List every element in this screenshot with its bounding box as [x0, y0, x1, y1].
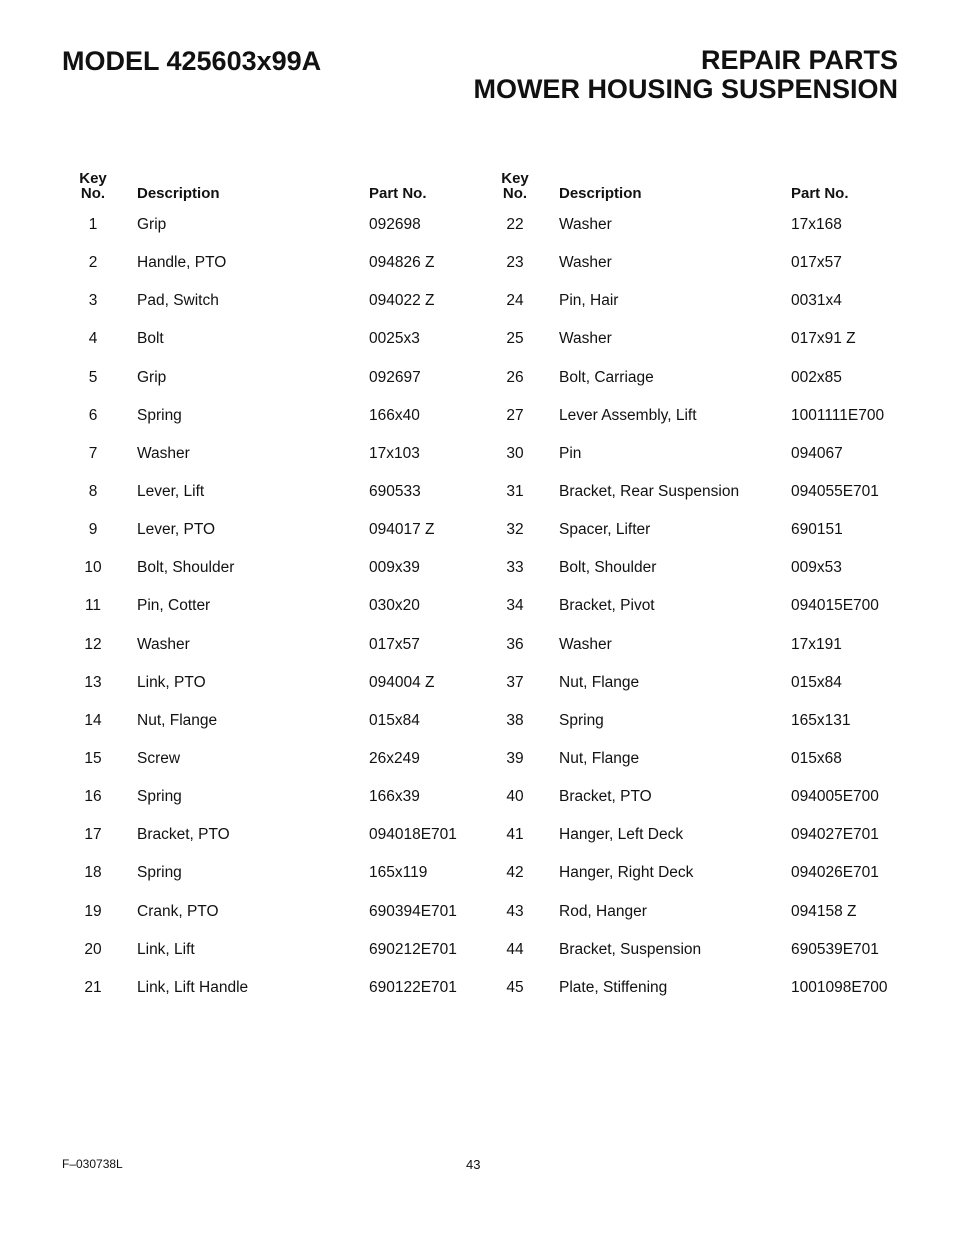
key-no-cell: 8 [88, 482, 98, 500]
key-no-cell: 15 [84, 749, 102, 767]
key-no-cell: 10 [84, 559, 102, 577]
key-no-cell: 19 [84, 902, 102, 920]
part-no-cell: 17x191 [791, 635, 842, 653]
part-no-cell: 690539E701 [791, 940, 879, 958]
part-no-cell: 165x131 [791, 711, 851, 729]
table-row [62, 782, 482, 820]
part-no-cell: 094022 Z [369, 292, 435, 310]
key-no-cell: 26 [506, 368, 524, 386]
key-no-cell: 9 [88, 521, 98, 539]
table-row [484, 820, 904, 858]
description-cell: Washer [137, 444, 190, 462]
part-no-cell: 094005E700 [791, 788, 879, 806]
part-no-header: Part No. [791, 185, 849, 202]
key-no-cell: 1 [88, 216, 98, 233]
description-cell: Lever Assembly, Lift [559, 406, 697, 424]
key-header-line2: No. [502, 185, 528, 202]
key-no-cell: 2 [88, 254, 98, 272]
description-cell: Nut, Flange [559, 749, 640, 767]
table-row [484, 973, 904, 1011]
part-no-cell: 690533 [369, 482, 421, 500]
key-no-cell: 21 [84, 978, 102, 996]
key-header-line1: Key [501, 170, 529, 187]
table-row [62, 668, 482, 706]
table-row [484, 515, 904, 553]
page-number: 43 [466, 1157, 481, 1172]
part-no-cell: 094004 Z [369, 673, 435, 691]
part-no-cell: 092698 [369, 216, 421, 233]
description-cell: Bolt, Shoulder [137, 559, 235, 577]
table-row [62, 744, 482, 782]
parts-list [62, 210, 482, 1011]
key-no-cell: 13 [84, 673, 102, 691]
model-title: MODEL 425603x99A [62, 46, 322, 76]
key-no-cell: 30 [506, 444, 524, 462]
table-row [62, 401, 482, 439]
table-row [62, 820, 482, 858]
part-no-cell: 690212E701 [369, 940, 457, 958]
description-cell: Spring [137, 788, 182, 806]
part-no-cell: 094018E701 [369, 826, 457, 844]
key-no-cell: 43 [506, 902, 524, 920]
description-cell: Spring [137, 864, 182, 882]
part-no-cell: 1001098E700 [791, 978, 888, 996]
table-row [62, 973, 482, 1011]
description-cell: Bracket, Pivot [559, 597, 655, 615]
table-row [484, 210, 904, 248]
part-no-cell: 690122E701 [369, 978, 457, 996]
key-no-cell: 22 [506, 216, 524, 233]
table-row [484, 858, 904, 896]
description-cell: Lever, Lift [137, 482, 205, 500]
key-no-cell: 20 [84, 940, 102, 958]
key-no-cell: 16 [84, 788, 102, 806]
part-no-cell: 094826 Z [369, 254, 435, 272]
table-row [62, 706, 482, 744]
key-header-line2: No. [80, 185, 106, 202]
key-no-cell: 5 [88, 368, 98, 386]
key-no-cell: 17 [84, 826, 102, 844]
part-no-cell: 166x39 [369, 788, 420, 806]
key-no-cell: 27 [506, 406, 524, 424]
part-no-cell: 26x249 [369, 749, 420, 767]
table-row [62, 935, 482, 973]
description-cell: Lever, PTO [137, 521, 216, 539]
table-row [484, 935, 904, 973]
description-cell: Washer [559, 635, 612, 653]
description-cell: Spring [559, 711, 604, 729]
description-cell: Crank, PTO [137, 902, 219, 920]
table-row [484, 324, 904, 362]
part-no-cell: 094015E700 [791, 597, 879, 615]
table-row [62, 286, 482, 324]
table-row [62, 210, 482, 248]
key-no-cell: 3 [88, 292, 98, 310]
description-header: Description [137, 185, 220, 202]
key-no-cell: 34 [506, 597, 524, 615]
part-no-cell: 015x84 [791, 673, 842, 691]
table-row [62, 324, 482, 362]
description-cell: Bolt, Shoulder [559, 559, 657, 577]
part-no-header: Part No. [369, 185, 427, 202]
table-row [62, 439, 482, 477]
description-cell: Link, Lift Handle [137, 978, 249, 996]
description-cell: Link, PTO [137, 673, 206, 691]
part-no-cell: 002x85 [791, 368, 842, 386]
table-row [484, 439, 904, 477]
description-cell: Washer [559, 330, 612, 348]
description-cell: Pad, Switch [137, 292, 219, 310]
table-row [484, 591, 904, 629]
key-no-cell: 41 [506, 826, 524, 844]
table-row [62, 591, 482, 629]
table-row [484, 248, 904, 286]
description-cell: Grip [137, 216, 167, 233]
key-no-cell: 40 [506, 788, 524, 806]
table-row [62, 515, 482, 553]
description-cell: Bracket, Rear Suspension [559, 482, 740, 500]
part-no-cell: 009x53 [791, 559, 842, 577]
part-no-cell: 017x57 [791, 254, 842, 272]
key-no-cell: 36 [506, 635, 524, 653]
key-no-cell: 6 [88, 406, 98, 424]
table-row [484, 897, 904, 935]
key-no-cell: 24 [506, 292, 524, 310]
description-cell: Washer [559, 254, 612, 272]
part-no-cell: 015x68 [791, 749, 842, 767]
table-row [62, 248, 482, 286]
description-cell: Pin, Cotter [137, 597, 211, 615]
table-row [484, 744, 904, 782]
key-no-cell: 4 [88, 330, 98, 348]
part-no-cell: 094017 Z [369, 521, 435, 539]
part-no-cell: 092697 [369, 368, 421, 386]
table-row [62, 897, 482, 935]
table-row [484, 363, 904, 401]
parts-table-header [484, 170, 904, 210]
part-no-cell: 017x91 Z [791, 330, 856, 348]
key-no-cell: 32 [506, 521, 524, 539]
key-no-cell: 39 [506, 749, 524, 767]
description-cell: Bracket, PTO [137, 826, 230, 844]
part-no-cell: 690394E701 [369, 902, 457, 920]
table-row [62, 553, 482, 591]
document-code: F–030738L [62, 1157, 123, 1171]
key-no-cell: 7 [88, 444, 98, 462]
table-row [62, 630, 482, 668]
description-cell: Plate, Stiffening [559, 978, 668, 996]
description-cell: Pin [559, 444, 582, 462]
section-title [473, 46, 898, 104]
description-cell: Pin, Hair [559, 292, 619, 310]
key-no-cell: 18 [84, 864, 102, 882]
section-title-line1: REPAIR PARTS [700, 45, 898, 75]
parts-table-right [484, 170, 904, 1011]
description-cell: Bolt [137, 330, 164, 348]
key-no-cell: 14 [84, 711, 102, 729]
part-no-cell: 094055E701 [791, 482, 879, 500]
part-no-cell: 1001111E700 [791, 406, 885, 424]
key-no-cell: 11 [84, 597, 102, 615]
description-cell: Hanger, Left Deck [559, 826, 684, 844]
table-row [484, 668, 904, 706]
key-no-cell: 31 [506, 482, 524, 500]
part-no-cell: 17x168 [791, 216, 842, 233]
description-cell: Screw [137, 749, 181, 767]
part-no-cell: 015x84 [369, 711, 420, 729]
key-no-cell: 44 [506, 940, 524, 958]
table-row [484, 286, 904, 324]
part-no-cell: 165x119 [369, 864, 428, 882]
part-no-cell: 030x20 [369, 597, 420, 615]
description-cell: Rod, Hanger [559, 902, 647, 920]
table-row [62, 858, 482, 896]
parts-list [484, 210, 904, 1011]
description-cell: Handle, PTO [137, 254, 227, 272]
key-no-cell: 38 [506, 711, 524, 729]
parts-table-left [62, 170, 482, 1011]
description-cell: Grip [137, 368, 167, 386]
key-no-cell: 25 [506, 330, 524, 348]
part-no-cell: 009x39 [369, 559, 420, 577]
description-cell: Washer [137, 635, 190, 653]
description-cell: Nut, Flange [137, 711, 218, 729]
part-no-cell: 0031x4 [791, 292, 842, 310]
part-no-cell: 166x40 [369, 406, 420, 424]
description-header: Description [559, 185, 642, 202]
table-row [484, 553, 904, 591]
key-no-cell: 12 [84, 635, 102, 653]
description-cell: Bolt, Carriage [559, 368, 654, 386]
description-cell: Spring [137, 406, 182, 424]
description-cell: Bracket, PTO [559, 788, 652, 806]
part-no-cell: 094027E701 [791, 826, 879, 844]
part-no-cell: 17x103 [369, 444, 420, 462]
table-row [484, 477, 904, 515]
key-no-cell: 33 [506, 559, 524, 577]
parts-table-header [62, 170, 482, 210]
table-row [484, 401, 904, 439]
description-cell: Nut, Flange [559, 673, 640, 691]
part-no-cell: 017x57 [369, 635, 420, 653]
part-no-cell: 094067 [791, 444, 843, 462]
key-no-header [484, 171, 546, 201]
table-row [484, 630, 904, 668]
part-no-cell: 094158 Z [791, 902, 857, 920]
table-row [62, 363, 482, 401]
key-no-cell: 37 [506, 673, 524, 691]
key-no-cell: 45 [506, 978, 524, 996]
description-cell: Washer [559, 216, 612, 233]
table-row [484, 706, 904, 744]
table-row [484, 782, 904, 820]
key-no-cell: 42 [506, 864, 524, 882]
description-cell: Link, Lift [137, 940, 195, 958]
section-title-line2: MOWER HOUSING SUSPENSION [473, 74, 898, 104]
table-row [62, 477, 482, 515]
key-header-line1: Key [79, 170, 107, 187]
description-cell: Bracket, Suspension [559, 940, 702, 958]
description-cell: Spacer, Lifter [559, 521, 651, 539]
description-cell: Hanger, Right Deck [559, 864, 694, 882]
part-no-cell: 094026E701 [791, 864, 879, 882]
part-no-cell: 690151 [791, 521, 843, 539]
part-no-cell: 0025x3 [369, 330, 420, 348]
key-no-header [62, 171, 124, 201]
key-no-cell: 23 [506, 254, 524, 272]
